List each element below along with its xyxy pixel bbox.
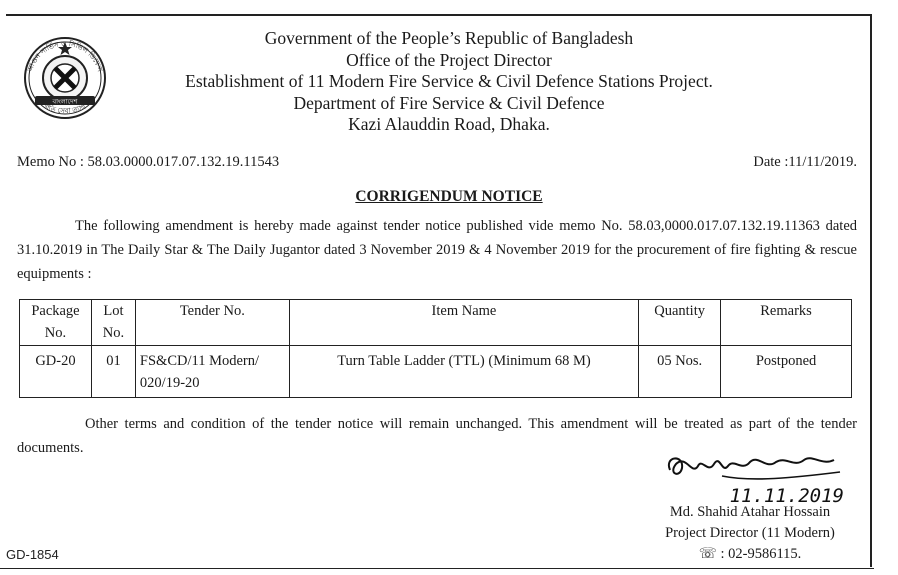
header-department: Department of Fire Service & Civil Defence xyxy=(293,92,605,113)
memo-date: Date :11/11/2019. xyxy=(753,154,857,170)
table-row xyxy=(20,346,852,398)
signatory-designation: Project Director (11 Modern) xyxy=(665,525,835,541)
header-lot: Lot No. xyxy=(91,300,135,346)
cell-quantity: 05 Nos. xyxy=(639,346,721,398)
cell-lot: 01 xyxy=(91,346,135,398)
tender-table xyxy=(19,299,852,398)
signature-date: 11.11.2019 xyxy=(729,485,844,506)
header-address: Kazi Alauddin Road, Dhaka. xyxy=(348,114,550,134)
header-package: Package No. xyxy=(20,300,92,346)
header-item-name: Item Name xyxy=(289,300,638,346)
memo-number: Memo No : 58.03.0000.017.07.132.19.11543 xyxy=(17,154,280,170)
cell-package: GD-20 xyxy=(20,346,92,398)
terms-paragraph: Other terms and condition of the tender notice will remain unchanged. This amendment will be treated as part of the tender documents. xyxy=(17,416,857,456)
cell-item-name: Turn Table Ladder (TTL) (Minimum 68 M) xyxy=(289,346,638,398)
header-project: Establishment of 11 Modern Fire Service & Civil Defence Stations Project. xyxy=(185,71,713,91)
document-code: GD-1854 xyxy=(6,547,59,562)
letterhead xyxy=(0,28,898,136)
header-government: Government of the People’s Republic of Bangladesh xyxy=(264,28,634,48)
cell-tender-no: FS&CD/11 Modern/ 020/19-20 xyxy=(135,346,289,398)
header-tender-no: Tender No. xyxy=(135,300,289,346)
header-remarks: Remarks xyxy=(721,300,852,346)
notice-title: CORRIGENDUM NOTICE xyxy=(355,188,543,205)
cell-remarks: Postponed xyxy=(721,346,852,398)
emblem-top-text: আগুন সার্ভিস ও সিভিল ডিফেন্স xyxy=(26,39,104,73)
header-office: Office of the Project Director xyxy=(346,49,552,70)
header-quantity: Quantity xyxy=(639,300,721,346)
signatory-name: Md. Shahid Atahar Hossain xyxy=(669,504,831,520)
signatory-phone: ☏ : 02-9586115. xyxy=(698,546,802,562)
emblem-center-text: বাংলাদেশ xyxy=(52,97,78,106)
signatory-block xyxy=(630,502,870,565)
amendment-paragraph: The following amendment is hereby made against tender notice published vide memo No. 58.03,0000.017.07.132.19.11363 dated 31.10.2019 in The Daily Star & The Daily Jugantor dated 3 November 2019 & 4 November 2019 for the procurement of fire fighting & rescue equipments : xyxy=(17,218,857,282)
handwritten-signature xyxy=(662,448,862,506)
emblem-bottom-text: গতি সেবা ত্যাগ xyxy=(43,102,87,116)
bottom-rule xyxy=(0,568,874,569)
table-header-row xyxy=(20,300,852,346)
